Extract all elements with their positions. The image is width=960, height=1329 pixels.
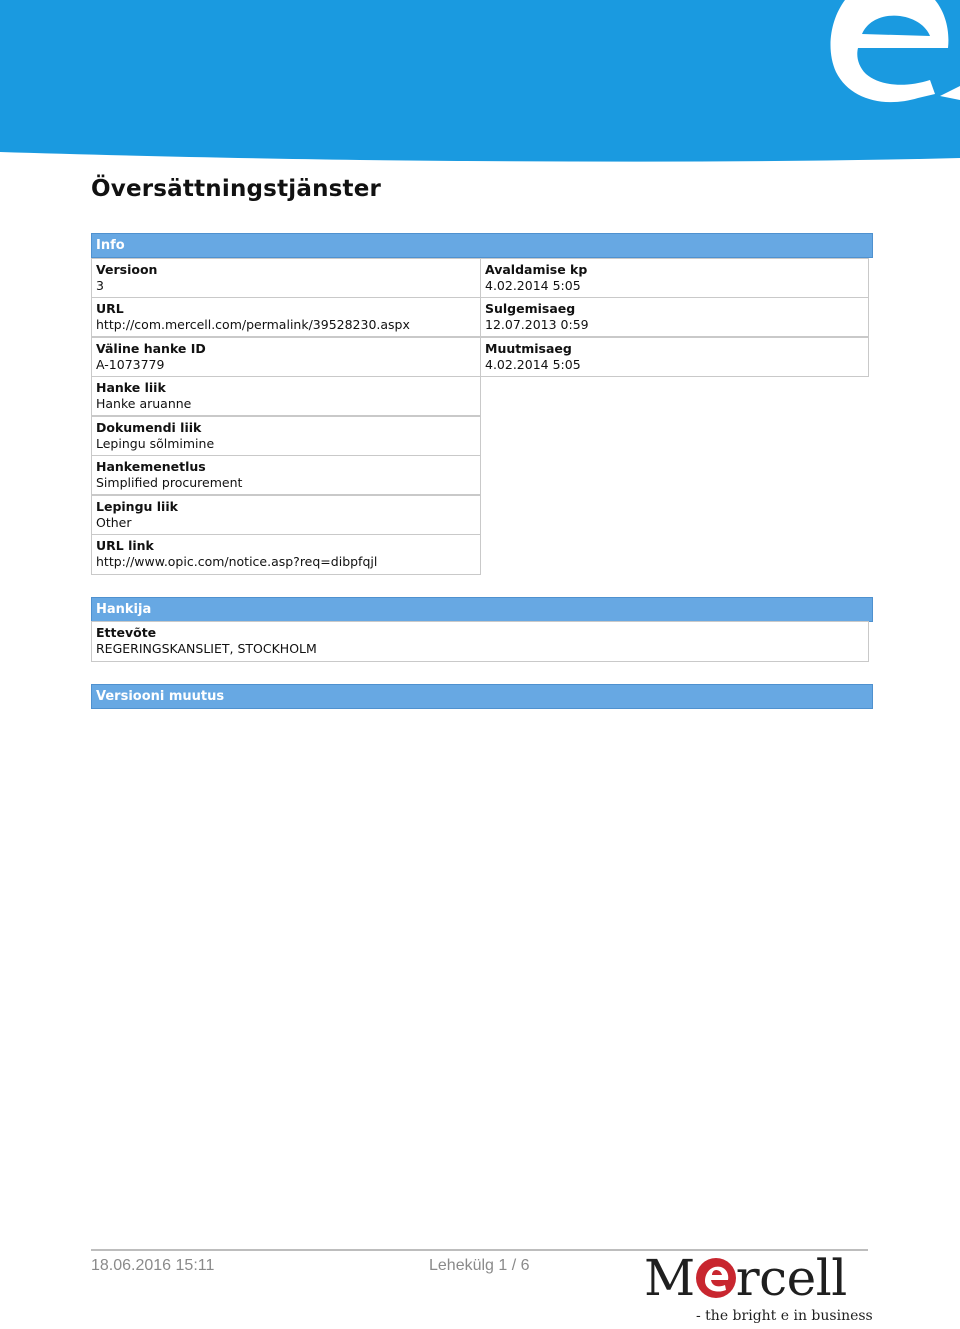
field-value: A-1073779 — [96, 356, 165, 372]
field-label: Hanke liik — [96, 380, 166, 395]
field-value: 4.02.2014 5:05 — [485, 356, 581, 372]
field-value: REGERINGSKANSLIET, STOCKHOLM — [96, 640, 317, 656]
field-url — [91, 297, 481, 337]
field-label: Muutmisaeg — [485, 341, 572, 356]
field-label: Hankemenetlus — [96, 459, 206, 474]
field-value: 3 — [96, 277, 104, 293]
field-contract-type — [91, 495, 481, 535]
buyer-section-header: Hankija — [91, 597, 873, 622]
logo-text-before: M — [644, 1249, 695, 1307]
field-external-id — [91, 337, 481, 377]
field-modified-date — [480, 337, 869, 377]
field-company — [91, 621, 869, 662]
field-procurement-type — [91, 376, 481, 416]
field-label: Lepingu liik — [96, 499, 178, 514]
field-value: Other — [96, 514, 132, 530]
field-published-date — [480, 258, 869, 298]
info-section-header: Info — [91, 233, 873, 258]
field-label: Väline hanke ID — [96, 341, 206, 356]
logo-wordmark — [644, 1249, 847, 1307]
field-closing-date — [480, 297, 869, 337]
field-version — [91, 258, 481, 298]
header-band — [0, 0, 960, 170]
mercell-logo — [644, 1249, 874, 1328]
field-label: Ettevõte — [96, 625, 157, 640]
version-changes-section-header: Versiooni muutus — [91, 684, 873, 709]
page-title: Översättningstjänster — [91, 176, 382, 202]
footer-date: 18.06.2016 15:11 — [91, 1257, 215, 1274]
logo-text-after: rcell — [735, 1249, 847, 1307]
mercell-e-mark-icon — [695, 1257, 737, 1299]
field-value: 12.07.2013 0:59 — [485, 316, 589, 332]
field-value: Lepingu sõlmimine — [96, 435, 215, 451]
field-label: URL — [96, 301, 124, 316]
field-label: Sulgemisaeg — [485, 301, 576, 316]
field-value: 4.02.2014 5:05 — [485, 277, 581, 293]
header-wave — [0, 0, 960, 170]
field-value: Hanke aruanne — [96, 395, 192, 411]
field-label: Versioon — [96, 262, 158, 277]
field-value: Simplified procurement — [96, 474, 243, 490]
field-label: Dokumendi liik — [96, 420, 202, 435]
field-document-type — [91, 416, 481, 456]
field-url-link — [91, 534, 481, 575]
field-label: Avaldamise kp — [485, 262, 588, 277]
field-procedure — [91, 455, 481, 495]
field-value-link[interactable]: http://www.opic.com/notice.asp?req=dibpfqjl — [96, 553, 378, 569]
field-value-link[interactable]: http://com.mercell.com/permalink/39528230.aspx — [96, 316, 410, 332]
field-label: URL link — [96, 538, 154, 553]
footer-page-number: Lehekülg 1 / 6 — [429, 1257, 530, 1274]
logo-tagline: - the bright e in business — [696, 1308, 873, 1324]
